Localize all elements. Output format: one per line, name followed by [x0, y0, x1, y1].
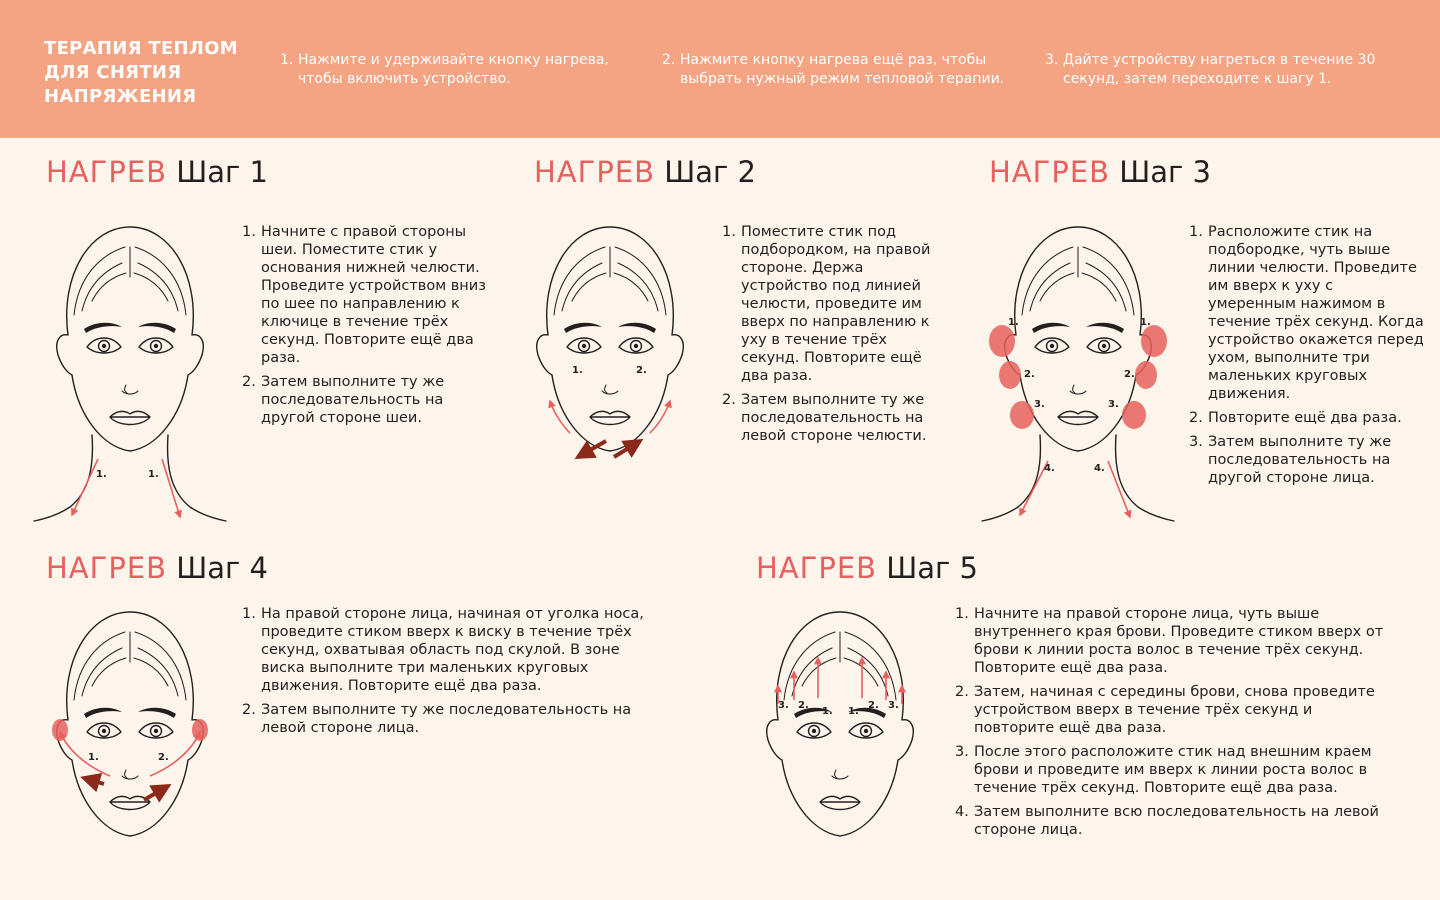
zone-label: 3.: [1034, 399, 1045, 410]
heat-label: НАГРЕВ: [46, 155, 168, 189]
step-label: Шаг 3: [1119, 155, 1211, 189]
eye-right-pupil: [634, 344, 638, 348]
eye-right-pupil: [1102, 344, 1106, 348]
eye-right-pupil: [154, 344, 158, 348]
step-label: Шаг 4: [176, 551, 268, 585]
brow-right: [138, 708, 176, 718]
header-step-number: 2.: [662, 52, 676, 68]
direction-arrow: [72, 459, 98, 515]
hair-lines: [74, 247, 186, 315]
header-step-text: Дайте устройству нагреться в течение 30 секунд, затем переходите к шагу 1.: [1063, 52, 1376, 87]
eye-left-pupil: [102, 729, 106, 733]
heat-zone: [192, 719, 208, 741]
face-illustration-step-2: [510, 215, 710, 465]
step-3-instructions: [1189, 223, 1424, 493]
header-step-1: [280, 51, 640, 89]
step-5-instructions: [955, 605, 1395, 845]
zone-label: 3.: [1108, 399, 1119, 410]
lips: [820, 796, 860, 809]
brow-left: [564, 323, 602, 333]
step-label: Шаг 5: [886, 551, 978, 585]
neck-right: [1116, 435, 1174, 521]
header-banner: [0, 0, 1440, 138]
zone-label: 4.: [1094, 463, 1105, 474]
step-1-title: [46, 154, 268, 190]
zone-label: 1.: [1140, 317, 1151, 328]
hair-lines: [784, 632, 896, 700]
instruction-item: 2. Затем, начиная с середины брови, снова проведите устройством вверх в течение трёх секунд и повторите ещё два раза.: [955, 684, 1375, 736]
page-title: ТЕРАПИЯ ТЕПЛОМ ДЛЯ СНЯТИЯ НАПРЯЖЕНИЯ: [44, 38, 238, 107]
nose: [122, 770, 138, 779]
zone-label: 3.: [778, 700, 789, 711]
neck-left: [34, 435, 92, 521]
direction-arrow-bold: [84, 778, 104, 784]
instruction-item: 4. Затем выполните всю последовательность на левой стороне лица.: [955, 804, 1379, 838]
heat-zone: [1010, 401, 1034, 429]
zone-label: 1.: [1008, 317, 1019, 328]
zone-label: 2.: [636, 365, 647, 376]
zone-label: 2.: [798, 700, 809, 711]
zone-label: 2.: [868, 700, 879, 711]
header-step-text: Нажмите и удерживайте кнопку нагрева, чтобы включить устройство.: [298, 52, 609, 87]
face-illustration-step-5: [740, 600, 940, 855]
hair-lines: [74, 632, 186, 700]
nose: [602, 385, 618, 394]
neck-left: [982, 435, 1040, 521]
eye-left-pupil: [582, 344, 586, 348]
brow-left: [84, 708, 122, 718]
heat-label: НАГРЕВ: [46, 551, 168, 585]
step-4-title: [46, 550, 268, 586]
face-illustration-step-1: [30, 215, 230, 525]
zone-label: 1.: [96, 469, 107, 480]
zone-label: 2.: [158, 752, 169, 763]
instruction-item: 2. Повторите ещё два раза.: [1189, 410, 1402, 426]
heat-zone: [1135, 361, 1157, 389]
direction-arrow: [1108, 461, 1130, 517]
zone-label: 1.: [848, 706, 859, 717]
direction-arrow-bold: [144, 786, 168, 800]
neck-right: [168, 435, 226, 521]
eye-right-pupil: [154, 729, 158, 733]
zone-label: 1.: [572, 365, 583, 376]
zone-label: 3.: [888, 700, 899, 711]
instruction-item: 1. Начните с правой стороны шеи. Поместите стик у основания нижней челюсти. Проведите устройством вниз по шее по направлению к ключице в течение трёх секунд. Повторите ещё два раза.: [242, 224, 486, 366]
step-2-instructions: [722, 223, 937, 451]
step-1-instructions: [242, 223, 487, 433]
heat-zone: [1122, 401, 1146, 429]
step-label: Шаг 1: [176, 155, 268, 189]
brow-right: [138, 323, 176, 333]
heat-label: НАГРЕВ: [534, 155, 656, 189]
eye-left-pupil: [812, 729, 816, 733]
lips: [1058, 411, 1098, 424]
eye-left-pupil: [102, 344, 106, 348]
zone-label: 1.: [148, 469, 159, 480]
zone-label: 1.: [822, 706, 833, 717]
instruction-item: 2. Затем выполните ту же последовательность на левой стороне челюсти.: [722, 392, 927, 444]
instruction-item: 1. Начните на правой стороне лица, чуть выше внутреннего края брови. Проведите стиком вверх от брови к линии роста волос в течение трёх секунд. Повторите ещё два раза.: [955, 606, 1384, 676]
instruction-item: 3. Затем выполните ту же последовательность на другой стороне лица.: [1189, 434, 1392, 486]
step-4-instructions: [242, 605, 662, 743]
heat-zone: [52, 719, 68, 741]
header-step-number: 1.: [280, 52, 294, 68]
heat-label: НАГРЕВ: [756, 551, 878, 585]
zone-label: 2.: [1024, 369, 1035, 380]
eye-left-pupil: [1050, 344, 1054, 348]
instruction-item: 2. Затем выполните ту же последовательность на левой стороне лица.: [242, 702, 632, 736]
face-illustration-step-4: [30, 600, 230, 855]
instruction-item: 1. Поместите стик под подбородком, на правой стороне. Держа устройство под линией челюсти, проведите им вверх по направлению к уху в течение трёх секунд. Повторите ещё два раза.: [722, 224, 931, 384]
brow-right: [1086, 323, 1124, 333]
header-step-3: [1045, 51, 1415, 89]
header-step-number: 3.: [1045, 52, 1059, 68]
instruction-item: 1. Расположите стик на подбородке, чуть выше линии челюсти. Проведите им вверх к уху с умеренным нажимом в течение трёх секунд. Когда устройство окажется перед ухом, выполните три маленьких круговых движения.: [1189, 224, 1424, 402]
step-2-title: [534, 154, 756, 190]
zone-label: 1.: [88, 752, 99, 763]
step-3-title: [989, 154, 1211, 190]
header-step-text: Нажмите кнопку нагрева ещё раз, чтобы выбрать нужный режим тепловой терапии.: [680, 52, 1005, 87]
brow-left: [84, 323, 122, 333]
direction-arrow: [162, 459, 180, 517]
brow-left: [1032, 323, 1070, 333]
zone-label: 4.: [1044, 463, 1055, 474]
nose: [122, 385, 138, 394]
instruction-item: 3. После этого расположите стик над внешним краем брови и проведите им вверх к линии роста волос в течение трёх секунд. Повторите ещё два раза.: [955, 744, 1372, 796]
eye-right-pupil: [864, 729, 868, 733]
heat-zone: [1141, 325, 1167, 357]
lips: [110, 411, 150, 424]
brow-right: [618, 323, 656, 333]
instruction-item: 1. На правой стороне лица, начиная от уголка носа, проведите стиком вверх к виску в течение трёх секунд, охватывая область под скулой. В зоне виска выполните три маленьких круговых движения. Повторите ещё два раза.: [242, 606, 644, 694]
lips: [590, 411, 630, 424]
hair-lines: [554, 247, 666, 315]
heat-zone: [999, 361, 1021, 389]
instruction-item: 2. Затем выполните ту же последовательность на другой стороне шеи.: [242, 374, 445, 426]
step-label: Шаг 2: [664, 155, 756, 189]
nose: [1070, 385, 1086, 394]
face-illustration-step-3: [978, 215, 1178, 525]
zone-label: 2.: [1124, 369, 1135, 380]
heat-label: НАГРЕВ: [989, 155, 1111, 189]
step-5-title: [756, 550, 978, 586]
header-step-2: [662, 51, 1032, 89]
nose: [832, 770, 848, 779]
hair-lines: [1022, 247, 1134, 315]
heat-zone: [989, 325, 1015, 357]
